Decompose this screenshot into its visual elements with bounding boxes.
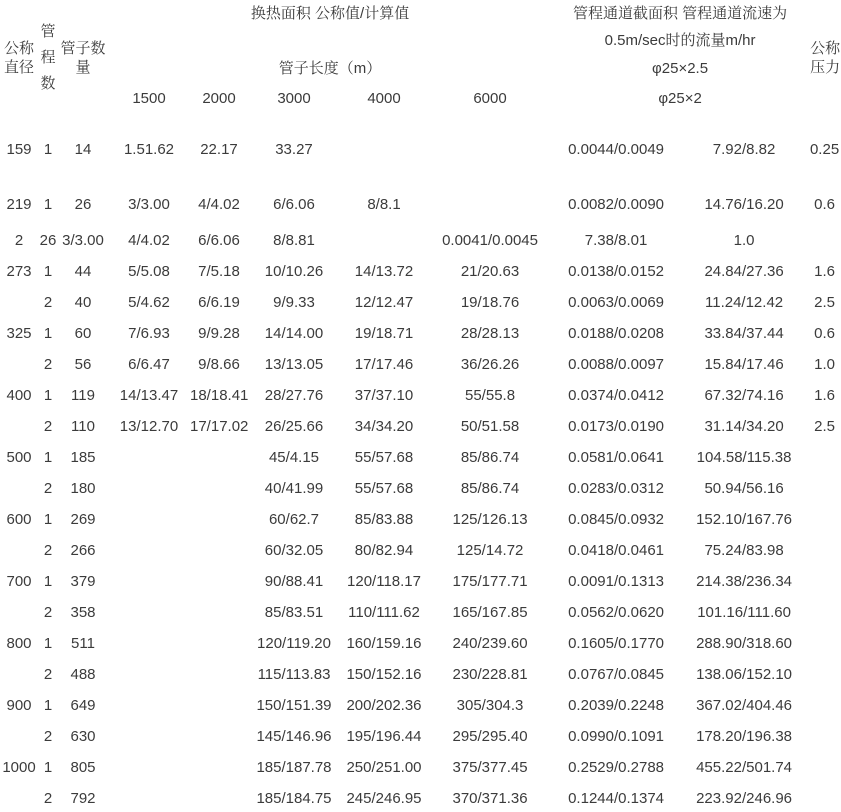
table-cell: 119 <box>71 387 95 404</box>
table-cell <box>108 721 190 752</box>
table-cell: 295/295.40 <box>452 728 528 745</box>
table-cell: 7.38/8.01 <box>584 232 648 249</box>
col-header-nominal-pressure: 公称压力 <box>810 39 841 76</box>
table-cell <box>190 721 248 752</box>
table-cell: 214.38/236.34 <box>696 573 793 590</box>
table-cell: 800 <box>6 635 32 652</box>
table-cell: 230/228.81 <box>452 666 528 683</box>
table-cell <box>190 690 248 721</box>
table-row <box>0 349 841 380</box>
table-cell: 26 <box>74 195 92 213</box>
table-cell: 40 <box>74 294 92 311</box>
table-row <box>0 256 841 287</box>
table-cell: 0.0082/0.0090 <box>568 195 665 213</box>
table-cell <box>0 659 38 690</box>
table-cell: 125/14.72 <box>456 542 524 559</box>
header-row-3 <box>0 54 841 82</box>
table-cell: 358 <box>70 604 96 621</box>
table-cell: 1 <box>43 635 53 652</box>
table-cell: 2 <box>43 356 53 373</box>
table-row <box>0 690 841 721</box>
table-cell <box>0 473 38 504</box>
table-cell: 1.6 <box>814 387 835 404</box>
table-cell: 85/86.74 <box>460 480 520 497</box>
table-cell <box>340 115 428 183</box>
table-cell <box>108 690 190 721</box>
table-cell: 178.20/196.38 <box>696 728 793 745</box>
table-cell <box>808 442 841 473</box>
table-cell: 400 <box>6 387 32 404</box>
table-cell: 67.32/74.16 <box>704 387 784 404</box>
table-cell: 1 <box>43 449 53 466</box>
table-row <box>0 318 841 349</box>
table-cell: 85/86.74 <box>460 449 520 466</box>
table-cell: 34/34.20 <box>354 418 414 435</box>
table-cell: 223.92/246.96 <box>696 790 793 807</box>
table-cell: 26 <box>39 232 57 249</box>
table-cell: 33.84/37.44 <box>704 325 784 342</box>
table-cell <box>808 535 841 566</box>
table-cell: 120/118.17 <box>347 573 421 590</box>
table-cell <box>190 566 248 597</box>
table-cell: 50.94/56.16 <box>704 480 784 497</box>
table-cell: 900 <box>6 697 32 714</box>
table-cell: 6/6.47 <box>128 356 170 373</box>
table-cell <box>108 597 190 628</box>
table-cell: 85/83.51 <box>264 604 324 621</box>
table-cell: 370/371.36 <box>452 790 528 807</box>
table-cell <box>108 535 190 566</box>
table-cell <box>190 442 248 473</box>
header-length-1500: 1500 <box>132 90 166 107</box>
table-cell: 90/88.41 <box>264 573 324 590</box>
table-cell: 700 <box>6 573 32 590</box>
table-cell: 288.90/318.60 <box>696 635 793 652</box>
table-cell: 0.0374/0.0412 <box>568 387 665 404</box>
table-row <box>0 566 841 597</box>
table-cell: 630 <box>70 728 96 745</box>
table-row <box>0 225 841 256</box>
table-cell: 24.84/27.36 <box>704 263 784 280</box>
header-length-3000: 3000 <box>277 90 311 107</box>
table-cell: 0.1605/0.1770 <box>568 635 665 652</box>
table-cell: 60/32.05 <box>264 542 324 559</box>
header-spacer <box>108 27 552 54</box>
table-cell: 175/177.71 <box>452 573 528 590</box>
table-row <box>0 597 841 628</box>
table-cell: 2 <box>43 294 53 311</box>
table-row <box>0 442 841 473</box>
table-cell: 55/55.8 <box>465 387 516 404</box>
table-cell: 4/4.02 <box>128 232 170 249</box>
table-cell: 2.5 <box>814 294 835 311</box>
table-cell <box>190 783 248 812</box>
table-cell: 325 <box>6 325 32 342</box>
table-cell: 75.24/83.98 <box>704 542 784 559</box>
header-length-4000: 4000 <box>367 90 401 107</box>
table-cell: 120/119.20 <box>257 635 331 652</box>
table-row <box>0 752 841 783</box>
table-cell: 19/18.71 <box>354 325 414 342</box>
table-cell <box>108 566 190 597</box>
table-cell <box>808 628 841 659</box>
table-cell <box>190 504 248 535</box>
table-cell: 0.0041/0.0045 <box>442 232 538 249</box>
table-cell <box>808 566 841 597</box>
table-cell: 80/82.94 <box>354 542 414 559</box>
table-cell: 150/152.16 <box>346 666 422 683</box>
table-cell: 10/10.26 <box>264 263 324 280</box>
table-cell <box>108 504 190 535</box>
table-cell <box>190 659 248 690</box>
table-cell: 14.76/16.20 <box>704 195 784 213</box>
table-cell: 104.58/115.38 <box>696 449 792 466</box>
table-cell: 28/28.13 <box>460 325 520 342</box>
table-cell: 185/184.75 <box>256 790 332 807</box>
table-row <box>0 287 841 318</box>
table-cell: 200/202.36 <box>346 697 422 714</box>
table-cell: 0.6 <box>814 325 835 342</box>
table-cell: 1 <box>43 263 53 280</box>
table-cell <box>808 225 841 256</box>
table-cell: 33.27 <box>275 140 313 158</box>
table-cell <box>808 783 841 812</box>
header-tube-spec-1: φ25×2.5 <box>652 59 709 77</box>
table-cell: 22.17 <box>200 140 238 158</box>
group-header-heat-area: 换热面积 公称值/计算值 <box>250 5 410 22</box>
table-cell <box>190 473 248 504</box>
col-header-nominal-diameter: 公称直径 <box>3 39 34 76</box>
table-cell: 45/4.15 <box>268 449 320 466</box>
table-cell: 5/5.08 <box>128 263 170 280</box>
table-cell <box>0 783 38 812</box>
table-cell: 240/239.60 <box>452 635 528 652</box>
table-cell: 2 <box>43 480 53 497</box>
table-cell: 60/62.7 <box>268 511 320 528</box>
table-row <box>0 659 841 690</box>
table-cell <box>190 628 248 659</box>
table-cell: 1.0 <box>733 232 755 249</box>
table-cell <box>428 115 552 183</box>
table-cell <box>108 628 190 659</box>
table-cell: 55/57.68 <box>354 449 414 466</box>
table-cell <box>0 287 38 318</box>
table-cell: 1 <box>43 140 53 158</box>
table-cell: 219 <box>6 195 32 213</box>
header-length-6000: 6000 <box>473 90 507 107</box>
table-cell: 12/12.47 <box>354 294 414 311</box>
table-cell <box>340 225 428 256</box>
table-cell <box>0 597 38 628</box>
table-cell: 7.92/8.82 <box>712 140 776 158</box>
table-cell: 160/159.16 <box>346 635 422 652</box>
table-cell: 8/8.81 <box>273 232 315 249</box>
table-cell: 14 <box>74 140 92 158</box>
table-cell: 2 <box>43 418 53 435</box>
table-cell: 55/57.68 <box>354 480 414 497</box>
table-cell: 101.16/111.60 <box>697 604 791 621</box>
table-cell: 180 <box>70 480 96 497</box>
table-cell: 50/51.58 <box>460 418 520 435</box>
group-header-channel: 管程通道截面积 管程通道流速为 <box>572 5 788 22</box>
table-row <box>0 628 841 659</box>
table-row <box>0 535 841 566</box>
table-cell <box>808 504 841 535</box>
table-cell <box>808 659 841 690</box>
table-cell: 6/6.06 <box>273 195 315 213</box>
header-tube-spec-2: φ25×2 <box>658 90 702 107</box>
table-cell: 17/17.02 <box>190 418 248 435</box>
table-cell: 1 <box>43 195 53 213</box>
col-header-tube-count: 管子数量 <box>60 39 106 76</box>
table-cell <box>0 535 38 566</box>
table-row <box>0 473 841 504</box>
table-cell <box>108 659 190 690</box>
header-tube-length-label: 管子长度（m） <box>278 59 382 77</box>
table-cell: 13/13.05 <box>264 356 324 373</box>
table-cell: 805 <box>70 759 96 776</box>
table-cell: 11.24/12.42 <box>705 294 784 311</box>
table-cell: 110/111.62 <box>348 604 420 621</box>
table-cell: 159 <box>6 140 32 158</box>
table-row <box>0 504 841 535</box>
table-cell: 185 <box>70 449 96 466</box>
table-cell: 0.0562/0.0620 <box>568 604 665 621</box>
table-cell: 511 <box>71 635 95 652</box>
table-cell <box>108 783 190 812</box>
header-flow-label: 0.5m/sec时的流量m/hr <box>604 32 756 49</box>
table-cell: 250/251.00 <box>346 759 422 776</box>
table-cell: 185/187.78 <box>256 759 332 776</box>
table-cell: 0.0990/0.1091 <box>568 728 665 745</box>
table-cell <box>0 349 38 380</box>
table-cell: 145/146.96 <box>256 728 332 745</box>
table-body <box>0 115 841 812</box>
table-cell: 8/8.1 <box>367 195 401 213</box>
table-cell: 15.84/17.46 <box>704 356 784 373</box>
table-cell: 0.0188/0.0208 <box>568 325 665 342</box>
table-row <box>0 115 841 183</box>
table-cell: 1 <box>43 759 53 776</box>
table-cell: 266 <box>70 542 96 559</box>
header-length-2000: 2000 <box>202 90 236 107</box>
table-cell: 6/6.19 <box>198 294 240 311</box>
table-row <box>0 183 841 225</box>
table-cell <box>108 473 190 504</box>
table-cell <box>808 690 841 721</box>
table-cell: 195/196.44 <box>346 728 422 745</box>
table-cell: 28/27.76 <box>264 387 324 404</box>
table-cell: 792 <box>70 790 96 807</box>
table-cell: 0.1244/0.1374 <box>568 790 665 807</box>
table-cell <box>0 411 38 442</box>
table-cell: 0.25 <box>809 140 840 158</box>
table-cell: 110 <box>71 418 95 435</box>
table-cell: 2 <box>43 728 53 745</box>
table-cell: 44 <box>74 263 92 280</box>
table-cell: 1.0 <box>814 356 835 373</box>
table-cell: 1.6 <box>814 263 835 280</box>
table-cell <box>190 597 248 628</box>
table-row <box>0 721 841 752</box>
table-cell: 19/18.76 <box>460 294 520 311</box>
table-cell: 2 <box>43 542 53 559</box>
table-cell: 1 <box>43 511 53 528</box>
table-cell: 85/83.88 <box>354 511 414 528</box>
table-cell: 7/6.93 <box>128 325 170 342</box>
table-cell: 0.0044/0.0049 <box>568 140 665 158</box>
col-header-tube-passes: 管程数 <box>40 22 56 92</box>
table-cell: 1 <box>43 697 53 714</box>
table-cell: 31.14/34.20 <box>704 418 784 435</box>
table-cell: 2 <box>43 604 53 621</box>
table-cell: 56 <box>74 356 92 373</box>
table-cell: 0.0845/0.0932 <box>568 511 665 528</box>
table-cell <box>428 183 552 225</box>
table-cell: 1 <box>43 387 53 404</box>
table-cell: 6/6.06 <box>198 232 240 249</box>
table-cell: 367.02/404.46 <box>696 697 793 714</box>
table-cell: 305/304.3 <box>456 697 524 714</box>
table-cell: 5/4.62 <box>128 294 170 311</box>
table-cell: 26/25.66 <box>264 418 324 435</box>
table-cell: 649 <box>70 697 96 714</box>
table-cell: 37/37.10 <box>354 387 414 404</box>
table-cell: 152.10/167.76 <box>696 511 793 528</box>
table-cell: 2 <box>43 666 53 683</box>
table-row <box>0 783 841 812</box>
table-cell: 60 <box>74 325 92 342</box>
table-cell: 9/9.28 <box>198 325 240 342</box>
table-cell: 1 <box>43 573 53 590</box>
table-cell: 165/167.85 <box>452 604 528 621</box>
table-cell: 0.0138/0.0152 <box>568 263 665 280</box>
table-cell: 379 <box>70 573 96 590</box>
table-cell: 9/8.66 <box>198 356 240 373</box>
table-cell: 0.0767/0.0845 <box>568 666 665 683</box>
table-cell <box>190 752 248 783</box>
table-row <box>0 380 841 411</box>
table-cell: 40/41.99 <box>264 480 324 497</box>
table-cell <box>808 752 841 783</box>
table-cell: 14/13.72 <box>354 263 414 280</box>
table-header <box>0 0 841 115</box>
table-cell: 3/3.00 <box>62 232 104 249</box>
table-cell: 9/9.33 <box>273 294 315 311</box>
table-cell: 375/377.45 <box>452 759 528 776</box>
table-cell: 0.0063/0.0069 <box>568 294 665 311</box>
table-cell: 115/113.83 <box>257 666 331 683</box>
table-cell: 488 <box>70 666 96 683</box>
table-cell: 14/13.47 <box>119 387 179 404</box>
table-cell: 17/17.46 <box>354 356 414 373</box>
table-cell: 273 <box>6 263 32 280</box>
table-cell: 14/14.00 <box>264 325 324 342</box>
table-cell: 1000 <box>2 759 36 776</box>
table-cell: 3/3.00 <box>128 195 170 213</box>
table-cell: 0.2529/0.2788 <box>568 759 665 776</box>
table-cell: 0.6 <box>814 195 835 213</box>
table-cell <box>808 597 841 628</box>
table-cell: 0.2039/0.2248 <box>568 697 665 714</box>
table-cell: 21/20.63 <box>460 263 520 280</box>
table-cell <box>0 721 38 752</box>
table-cell: 245/246.95 <box>346 790 422 807</box>
table-cell: 2.5 <box>814 418 835 435</box>
table-cell <box>808 721 841 752</box>
table-cell: 4/4.02 <box>198 195 240 213</box>
table-cell <box>108 752 190 783</box>
table-cell: 7/5.18 <box>198 263 240 280</box>
table-cell: 138.06/152.10 <box>696 666 793 683</box>
table-cell: 150/151.39 <box>256 697 332 714</box>
table-cell <box>808 473 841 504</box>
table-cell: 125/126.13 <box>452 511 528 528</box>
table-cell: 0.0173/0.0190 <box>568 418 665 435</box>
table-cell: 0.0088/0.0097 <box>568 356 665 373</box>
table-cell: 600 <box>6 511 32 528</box>
table-cell: 0.0091/0.1313 <box>568 573 665 590</box>
table-cell: 2 <box>43 790 53 807</box>
table-cell <box>108 442 190 473</box>
table-cell: 1.51.62 <box>123 140 175 158</box>
table-cell: 455.22/501.74 <box>696 759 793 776</box>
table-cell: 36/26.26 <box>460 356 520 373</box>
table-cell: 0.0581/0.0641 <box>568 449 665 466</box>
header-row-4 <box>0 82 841 115</box>
table-cell: 0.0283/0.0312 <box>568 480 665 497</box>
table-cell: 1 <box>43 325 53 342</box>
table-cell: 500 <box>6 449 32 466</box>
table-cell: 13/12.70 <box>119 418 179 435</box>
table-cell <box>190 535 248 566</box>
table-cell: 18/18.41 <box>190 387 248 404</box>
table-cell: 0.0418/0.0461 <box>568 542 665 559</box>
table-cell: 2 <box>14 232 24 249</box>
table-cell: 269 <box>70 511 96 528</box>
table-row <box>0 411 841 442</box>
header-row-2 <box>0 27 841 54</box>
header-row-1 <box>0 0 841 27</box>
